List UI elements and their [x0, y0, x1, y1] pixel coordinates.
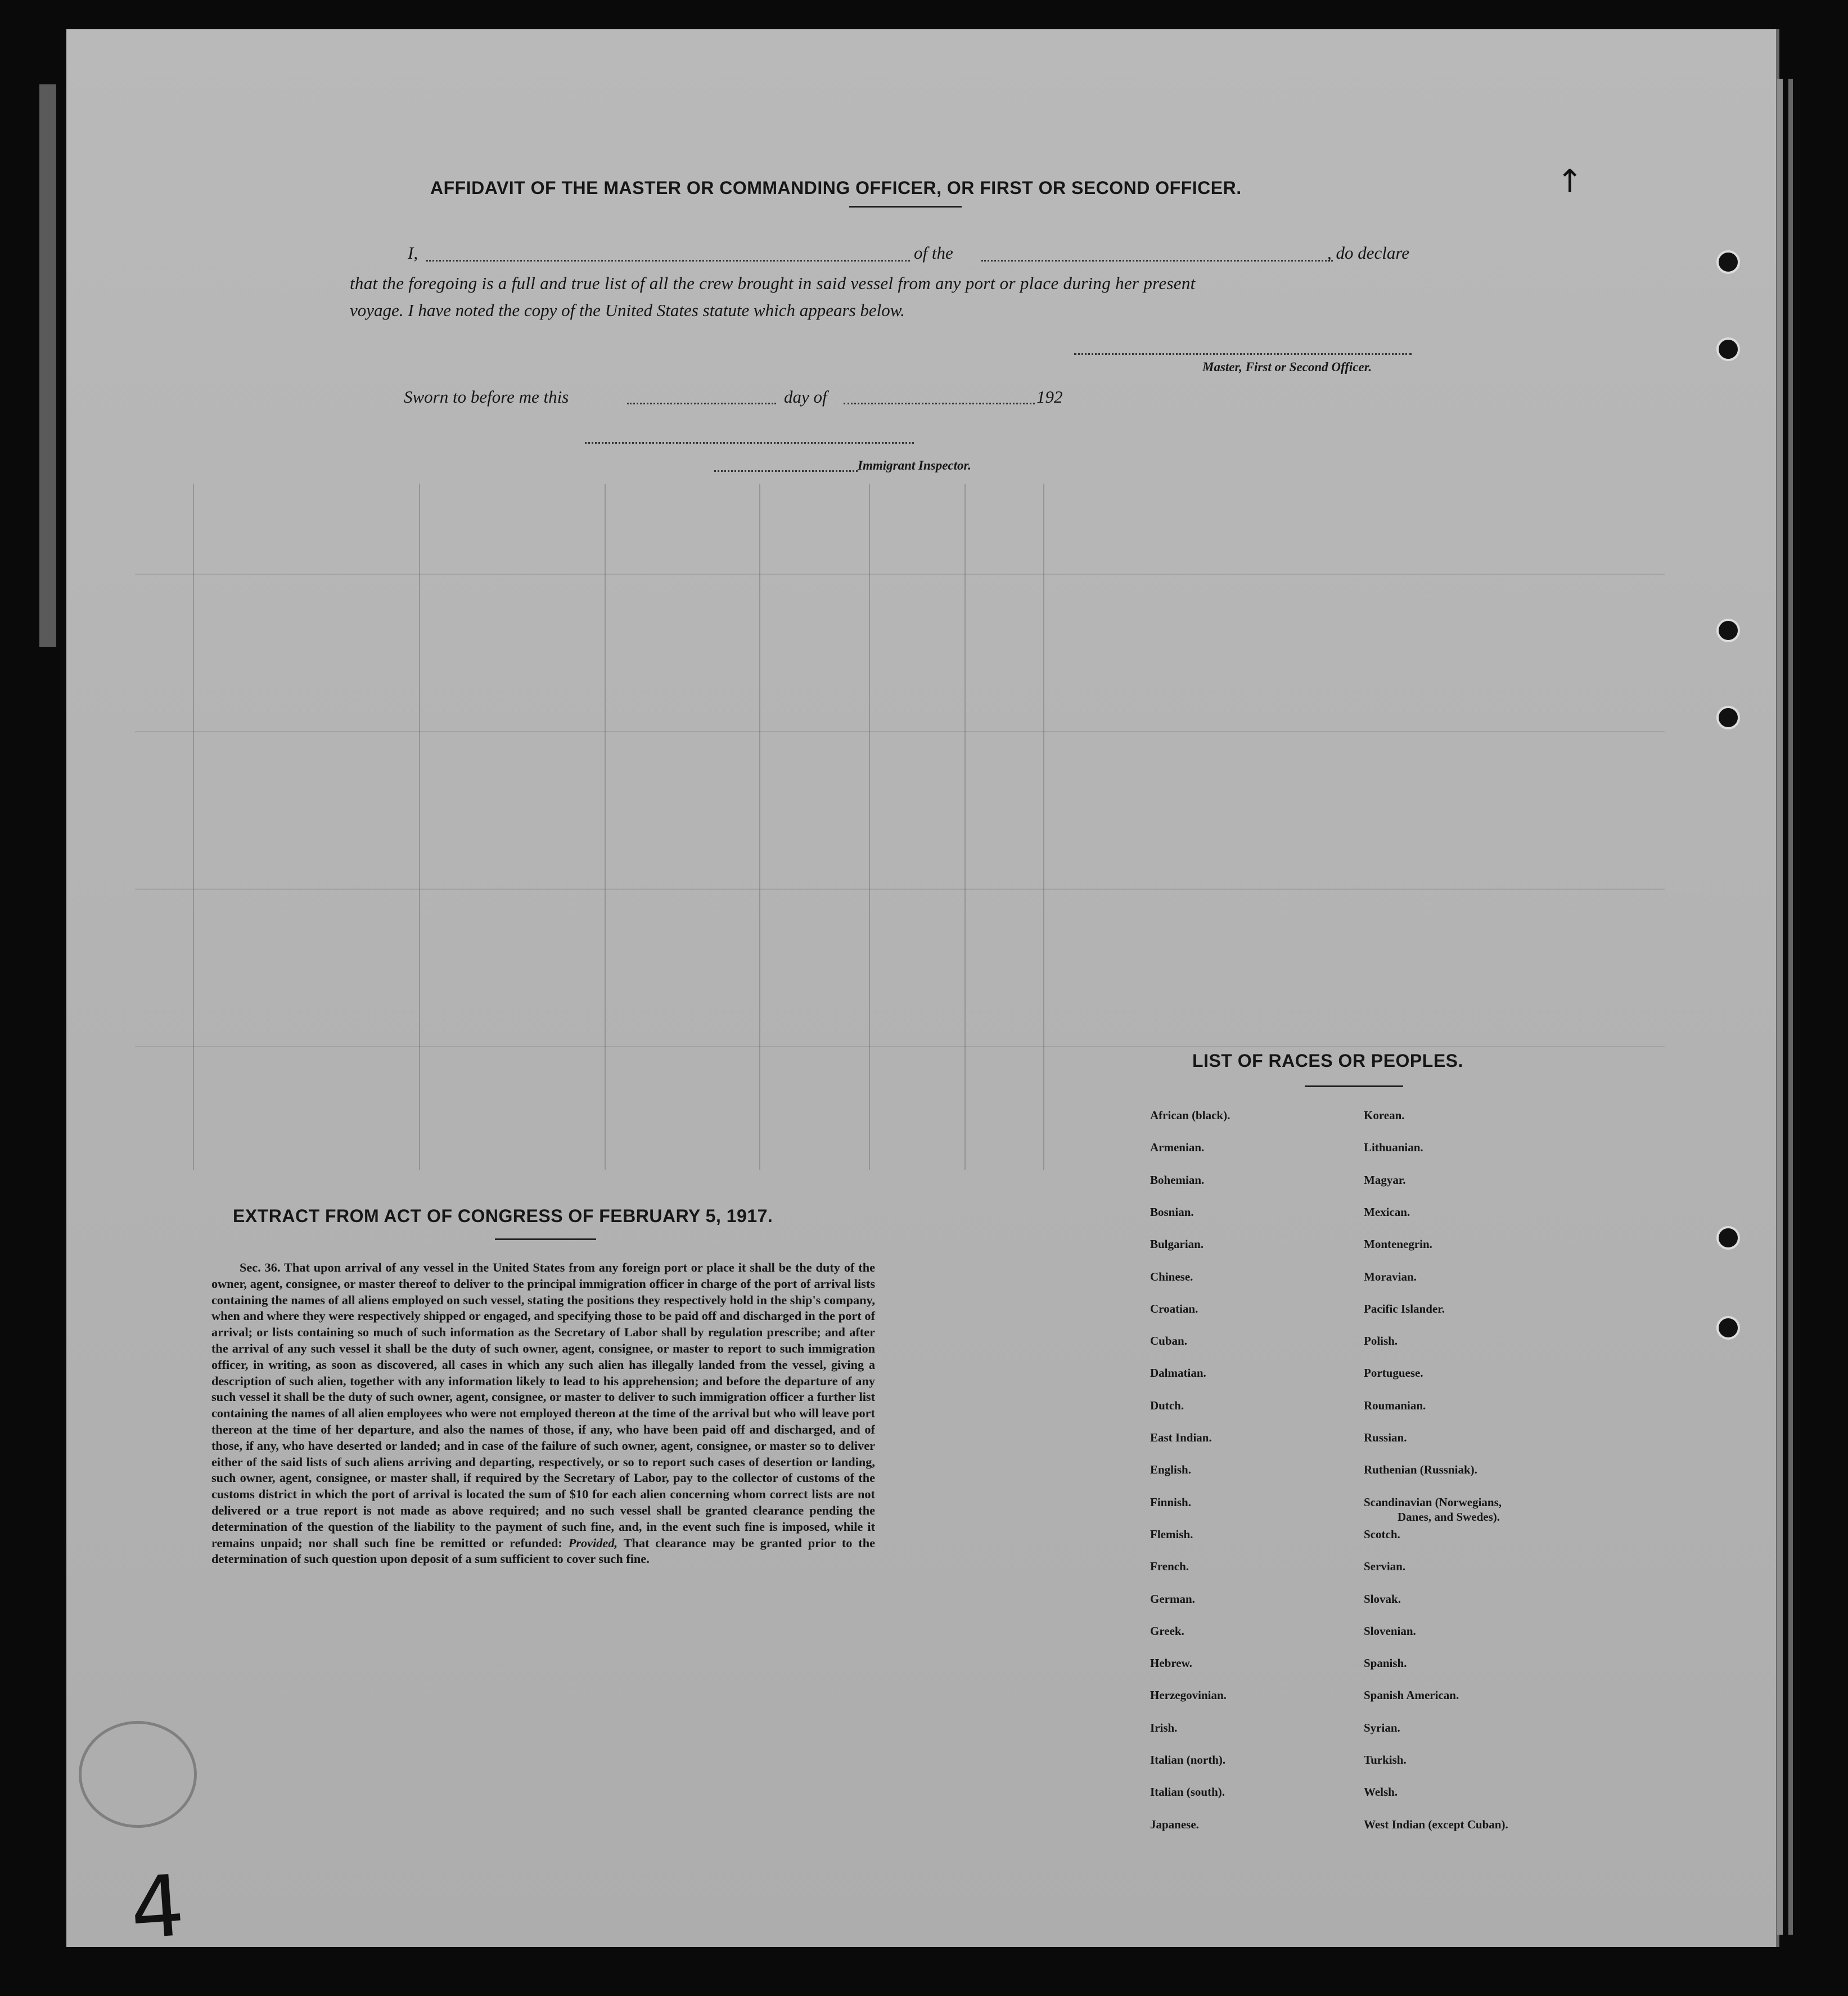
left-page-edge — [39, 84, 56, 647]
races-underline — [1305, 1085, 1403, 1087]
bleed-through-line — [135, 731, 1665, 732]
race-item: Polish. — [1364, 1334, 1398, 1348]
race-item: Armenian. — [1150, 1141, 1205, 1155]
race-item: Herzegovinian. — [1150, 1688, 1227, 1702]
affidavit-title: AFFIDAVIT OF THE MASTER OR COMMANDING OFFICER, OR FIRST OR SECOND OFFICER. — [430, 178, 1242, 198]
race-item: French. — [1150, 1560, 1189, 1574]
bleed-through-line — [419, 484, 420, 1170]
binder-hole — [1716, 1226, 1740, 1250]
race-item: Roumanian. — [1364, 1398, 1426, 1412]
bleed-through-line — [135, 1046, 1665, 1047]
race-item: Syrian. — [1364, 1720, 1400, 1734]
bleed-through-line — [964, 484, 966, 1170]
race-item: African (black). — [1150, 1109, 1231, 1122]
races-title: LIST OF RACES OR PEOPLES. — [1192, 1051, 1463, 1071]
race-item: Flemish. — [1150, 1527, 1193, 1541]
bleed-through-line — [605, 484, 606, 1170]
race-item: Greek. — [1150, 1624, 1184, 1638]
race-item: Finnish. — [1150, 1495, 1191, 1509]
bleed-through-line — [193, 484, 194, 1170]
binder-hole — [1716, 1316, 1740, 1340]
race-item: Pacific Islander. — [1364, 1301, 1445, 1315]
race-item: Irish. — [1150, 1720, 1178, 1734]
extract-body — [211, 1260, 875, 1567]
inspector-dotted-leader — [714, 470, 858, 472]
binder-hole — [1716, 250, 1740, 274]
race-item: Bohemian. — [1150, 1173, 1205, 1187]
race-item: German. — [1150, 1592, 1195, 1606]
race-item: Bosnian. — [1150, 1205, 1194, 1219]
affidavit-i-label: I, — [408, 243, 418, 263]
race-item: Ruthenian (Russniak). — [1364, 1463, 1477, 1477]
race-item: Magyar. — [1364, 1173, 1406, 1187]
race-item: Montenegrin. — [1364, 1237, 1432, 1251]
year-label: 192 — [1036, 387, 1063, 407]
extract-title: EXTRACT FROM ACT OF CONGRESS OF FEBRUARY 5, 1917. — [233, 1206, 773, 1226]
extract-text: That upon arrival of any vessel in the United States from any foreign port or place it shall be the duty of the owner, agent, consignee, or master thereof to deliver to the principal immigration officer in charge of the port of arrival lists containing the names of all aliens employed on such vessel, stating the positions they respectively hold in the ship's company, when and where they were respectively shipped or engaged, and specifying those to be paid off and discharged in the port of arrival; or lists containing so much of such information as the Secretary of Labor shall by regulation prescribe; and after the arrival of any such vessel it shall be the duty of such owner, agent, consignee, or master to report to such immigration officer, in writing, as soon as discovered, all cases in which any such alien has illegally landed from the vessel, giving a description of such alien, together with any information likely to lead to his apprehension; and before the departure of any such vessel it shall be the duty of such owner, agent, consignee, or master to deliver to such immigration officer a further list containing the names of all alien employees who were not employed thereon at the time of the arrival but who will leave port thereon at the time of her departure, and also the names of those, if any, who have been paid off and discharged, and of those, if any, who have deserted or landed; and in case of the failure of such owner, agent, consignee, or master so to deliver either of the said lists of such aliens arriving and departing, respectively, or so to report such cases of desertion or landing, such owner, agent, consignee, or master shall, if required by the Secretary of Labor, pay to the collector of customs of the customs district in which the port of arrival is located the sum of $10 for each alien concerning whom correct lists are not delivered or a true report is not made as above required; and no such vessel shall be granted clearance pending the determination of the question of the liability to the payment of such fine, and, in the event such fine is imposed, while it remains unpaid; nor shall such fine be remitted or refunded: — [211, 1260, 876, 1550]
race-item: Welsh. — [1364, 1785, 1398, 1799]
race-item: Dutch. — [1150, 1398, 1184, 1412]
race-item: Chinese. — [1150, 1269, 1193, 1283]
race-item: Servian. — [1364, 1560, 1406, 1574]
section-label: Sec. 36. — [240, 1260, 281, 1274]
race-item: Korean. — [1364, 1109, 1405, 1122]
sworn-label: Sworn to before me this — [404, 387, 569, 407]
race-item: Bulgarian. — [1150, 1237, 1204, 1251]
race-item: Hebrew. — [1150, 1656, 1192, 1670]
binder-hole — [1716, 619, 1740, 642]
master-signature-line — [1074, 353, 1412, 355]
pencil-mark: ↑ — [1557, 163, 1583, 200]
race-item: Italian (north). — [1150, 1753, 1226, 1767]
vessel-field-line — [981, 260, 1333, 262]
title-underline — [849, 206, 962, 208]
extract-underline — [495, 1238, 596, 1240]
day-field-line — [627, 403, 776, 404]
race-item: Slovak. — [1364, 1592, 1401, 1606]
race-item: Turkish. — [1364, 1753, 1407, 1767]
bleed-through-line — [135, 889, 1665, 890]
race-item: Scotch. — [1364, 1527, 1400, 1541]
inspector-caption: Immigrant Inspector. — [858, 458, 971, 472]
name-field-line — [426, 260, 910, 262]
race-item: Spanish American. — [1364, 1688, 1459, 1702]
affidavit-declare-label: , do declare — [1327, 243, 1410, 263]
extract-text-end: That clearance may be granted prior to the determination of such question upon deposit of a sum sufficient to cover such fine. — [211, 1535, 876, 1566]
race-item: Spanish. — [1364, 1656, 1407, 1670]
binder-hole — [1716, 337, 1740, 361]
race-item: East Indian. — [1150, 1431, 1212, 1444]
page-edge — [1777, 79, 1783, 1935]
month-field-line — [844, 403, 1035, 404]
race-item: Scandinavian (Norwegians, — [1364, 1495, 1502, 1509]
master-caption: Master, First or Second Officer. — [1202, 360, 1372, 374]
affidavit-line-3: voyage. I have noted the copy of the United States statute which appears below. — [350, 300, 905, 320]
race-item: Croatian. — [1150, 1301, 1198, 1315]
race-item: Japanese. — [1150, 1817, 1199, 1831]
bleed-through-line — [759, 484, 760, 1170]
page-edge — [1788, 79, 1793, 1935]
race-item: Slovenian. — [1364, 1624, 1416, 1638]
race-item: Russian. — [1364, 1431, 1407, 1444]
bleed-through-line — [869, 484, 870, 1170]
provided-word: Provided, — [568, 1535, 618, 1550]
race-item: Italian (south). — [1150, 1785, 1225, 1799]
race-item: Mexican. — [1364, 1205, 1410, 1219]
day-of-label: day of — [784, 387, 827, 407]
handwritten-mark: 4 — [127, 1857, 188, 1959]
inspector-signature-line — [585, 442, 914, 444]
race-item: West Indian (except Cuban). — [1364, 1817, 1508, 1831]
affidavit-of-the-label: of the — [914, 243, 953, 263]
race-item: Danes, and Swedes). — [1398, 1510, 1500, 1524]
bleed-through-line — [135, 574, 1665, 575]
race-item: Portuguese. — [1364, 1366, 1423, 1380]
race-item: Dalmatian. — [1150, 1366, 1206, 1380]
race-item: English. — [1150, 1463, 1191, 1477]
bleed-through-line — [1043, 484, 1044, 1170]
affidavit-line-2: that the foregoing is a full and true list of all the crew brought in said vessel from any port or place during her present — [350, 273, 1196, 293]
race-item: Cuban. — [1150, 1334, 1187, 1348]
race-item: Moravian. — [1364, 1269, 1417, 1283]
document-page — [66, 29, 1779, 1947]
binder-hole — [1716, 706, 1740, 729]
circular-stamp — [79, 1721, 197, 1828]
race-item: Lithuanian. — [1364, 1141, 1423, 1155]
